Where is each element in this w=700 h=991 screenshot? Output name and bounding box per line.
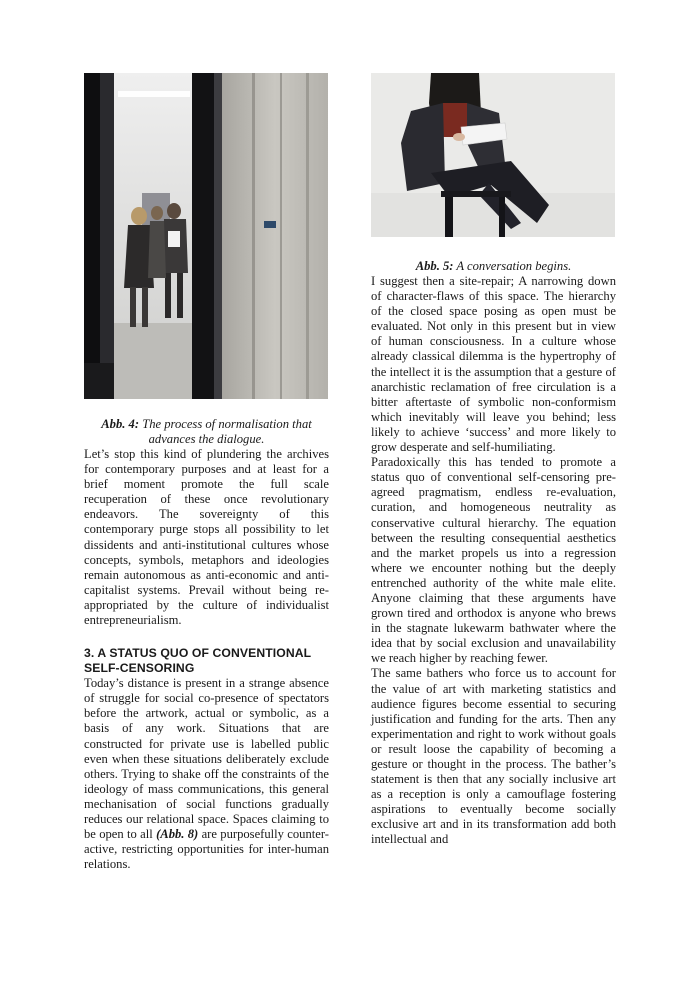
right-column: [371, 73, 616, 848]
gallery-doorway-photo: [84, 73, 328, 399]
figure-abb5-caption: [371, 259, 616, 274]
figure-abb5-label: Abb. 5:: [415, 259, 454, 273]
figure-abb4-text: The process of normalisation that advances the dialogue.: [142, 417, 312, 446]
right-paragraph-1: I suggest then a site-repair; A narrowing down of character-flaws of this space. The hierarchy of the closed space posing as open must be evaluated. Not only in this present but in view of human consciousness. In a culture whose already classical dilemma is the hypertrophy of the intellect it is the assumption that a gesture of anarchistic reclamation of free circulation is a bitter aftertaste of symbolic non-conformism which inevitably will leave you behind; less likely to achieve ‘success’ and more likely to grow desperate and self-humiliating.: [371, 274, 616, 455]
left-paragraph-2-start: Today’s distance is present in a strange absence of struggle for social co-presence of spectators before the artwork, actual or symbolic, as a basis of any work. Situations that are constructed for private use is labelled public even when these situations deliberately exclude others. Trying to shake off the constraints of the ideology of mass communications, this general mechanisation of social functions gradually reduces our relational space. Spaces claiming to be open to all: [84, 676, 329, 842]
right-paragraph-3: The same bathers who force us to account for the value of art with marketing statistics and audience figures become essential to securing justification and funding for the arts. Then any experimentation and right to work without goals or result loose the capability of becoming a gesture or thought in the process. The bather’s statement is then that any socially inclusive art as a reception is only a camouflage fostering aspirations to eventually become socially exclusive art and in its transformation add both intellectual and: [371, 666, 616, 847]
left-paragraph-1: Let’s stop this kind of plundering the archives for contemporary purposes and at least for a brief moment promote the full scale recuperation of these once revolutionary endeavors. The sovereignty of this contemporary purge stops all possibility to let dissidents and anti-institutional cultures whose concepts, symbols, metaphors and ideologies remain autonomous as anti-economic and anti-capitalist systems. Prevail without being re-appropriated by the culture of individualist entrepreneurialism.: [84, 447, 329, 628]
figure-abb4-photo: [84, 73, 328, 399]
seated-reader-photo: [371, 73, 615, 237]
right-paragraph-2: Paradoxically this has tended to promote a status quo of conventional self-censoring pre-agreed pragmatism, endless re-evaluation, curation, and homogeneous neutrality as conservative cultural hierarchy. The equation between the resulting consequential aesthetics and the market propels us into a regression where we encounter nothing but the deeply entrenched authority of the white male elite. Anyone claiming that these arguments have grown tired and orthodox is anyone who brews in the stagnate lukewarm bathwater where the idea that by social exclusion and unavailability we reach higher by reaching fewer.: [371, 455, 616, 666]
figure-reference-abb8: (Abb. 8): [156, 827, 199, 842]
figure-abb4-label: Abb. 4:: [101, 417, 140, 431]
figure-abb5-photo: [371, 73, 615, 237]
left-paragraph-2: [84, 676, 329, 872]
left-column: [84, 73, 329, 872]
figure-abb5-text: A conversation begins.: [456, 259, 572, 273]
figure-abb4-caption: [84, 417, 329, 447]
section-3-heading: 3. A STATUS QUO OF CONVENTIONAL SELF-CENSORING: [84, 646, 311, 676]
left-paragraph-2-end: are purposefully counter-active, restricting opportunities for inter-human relations.: [84, 827, 329, 872]
